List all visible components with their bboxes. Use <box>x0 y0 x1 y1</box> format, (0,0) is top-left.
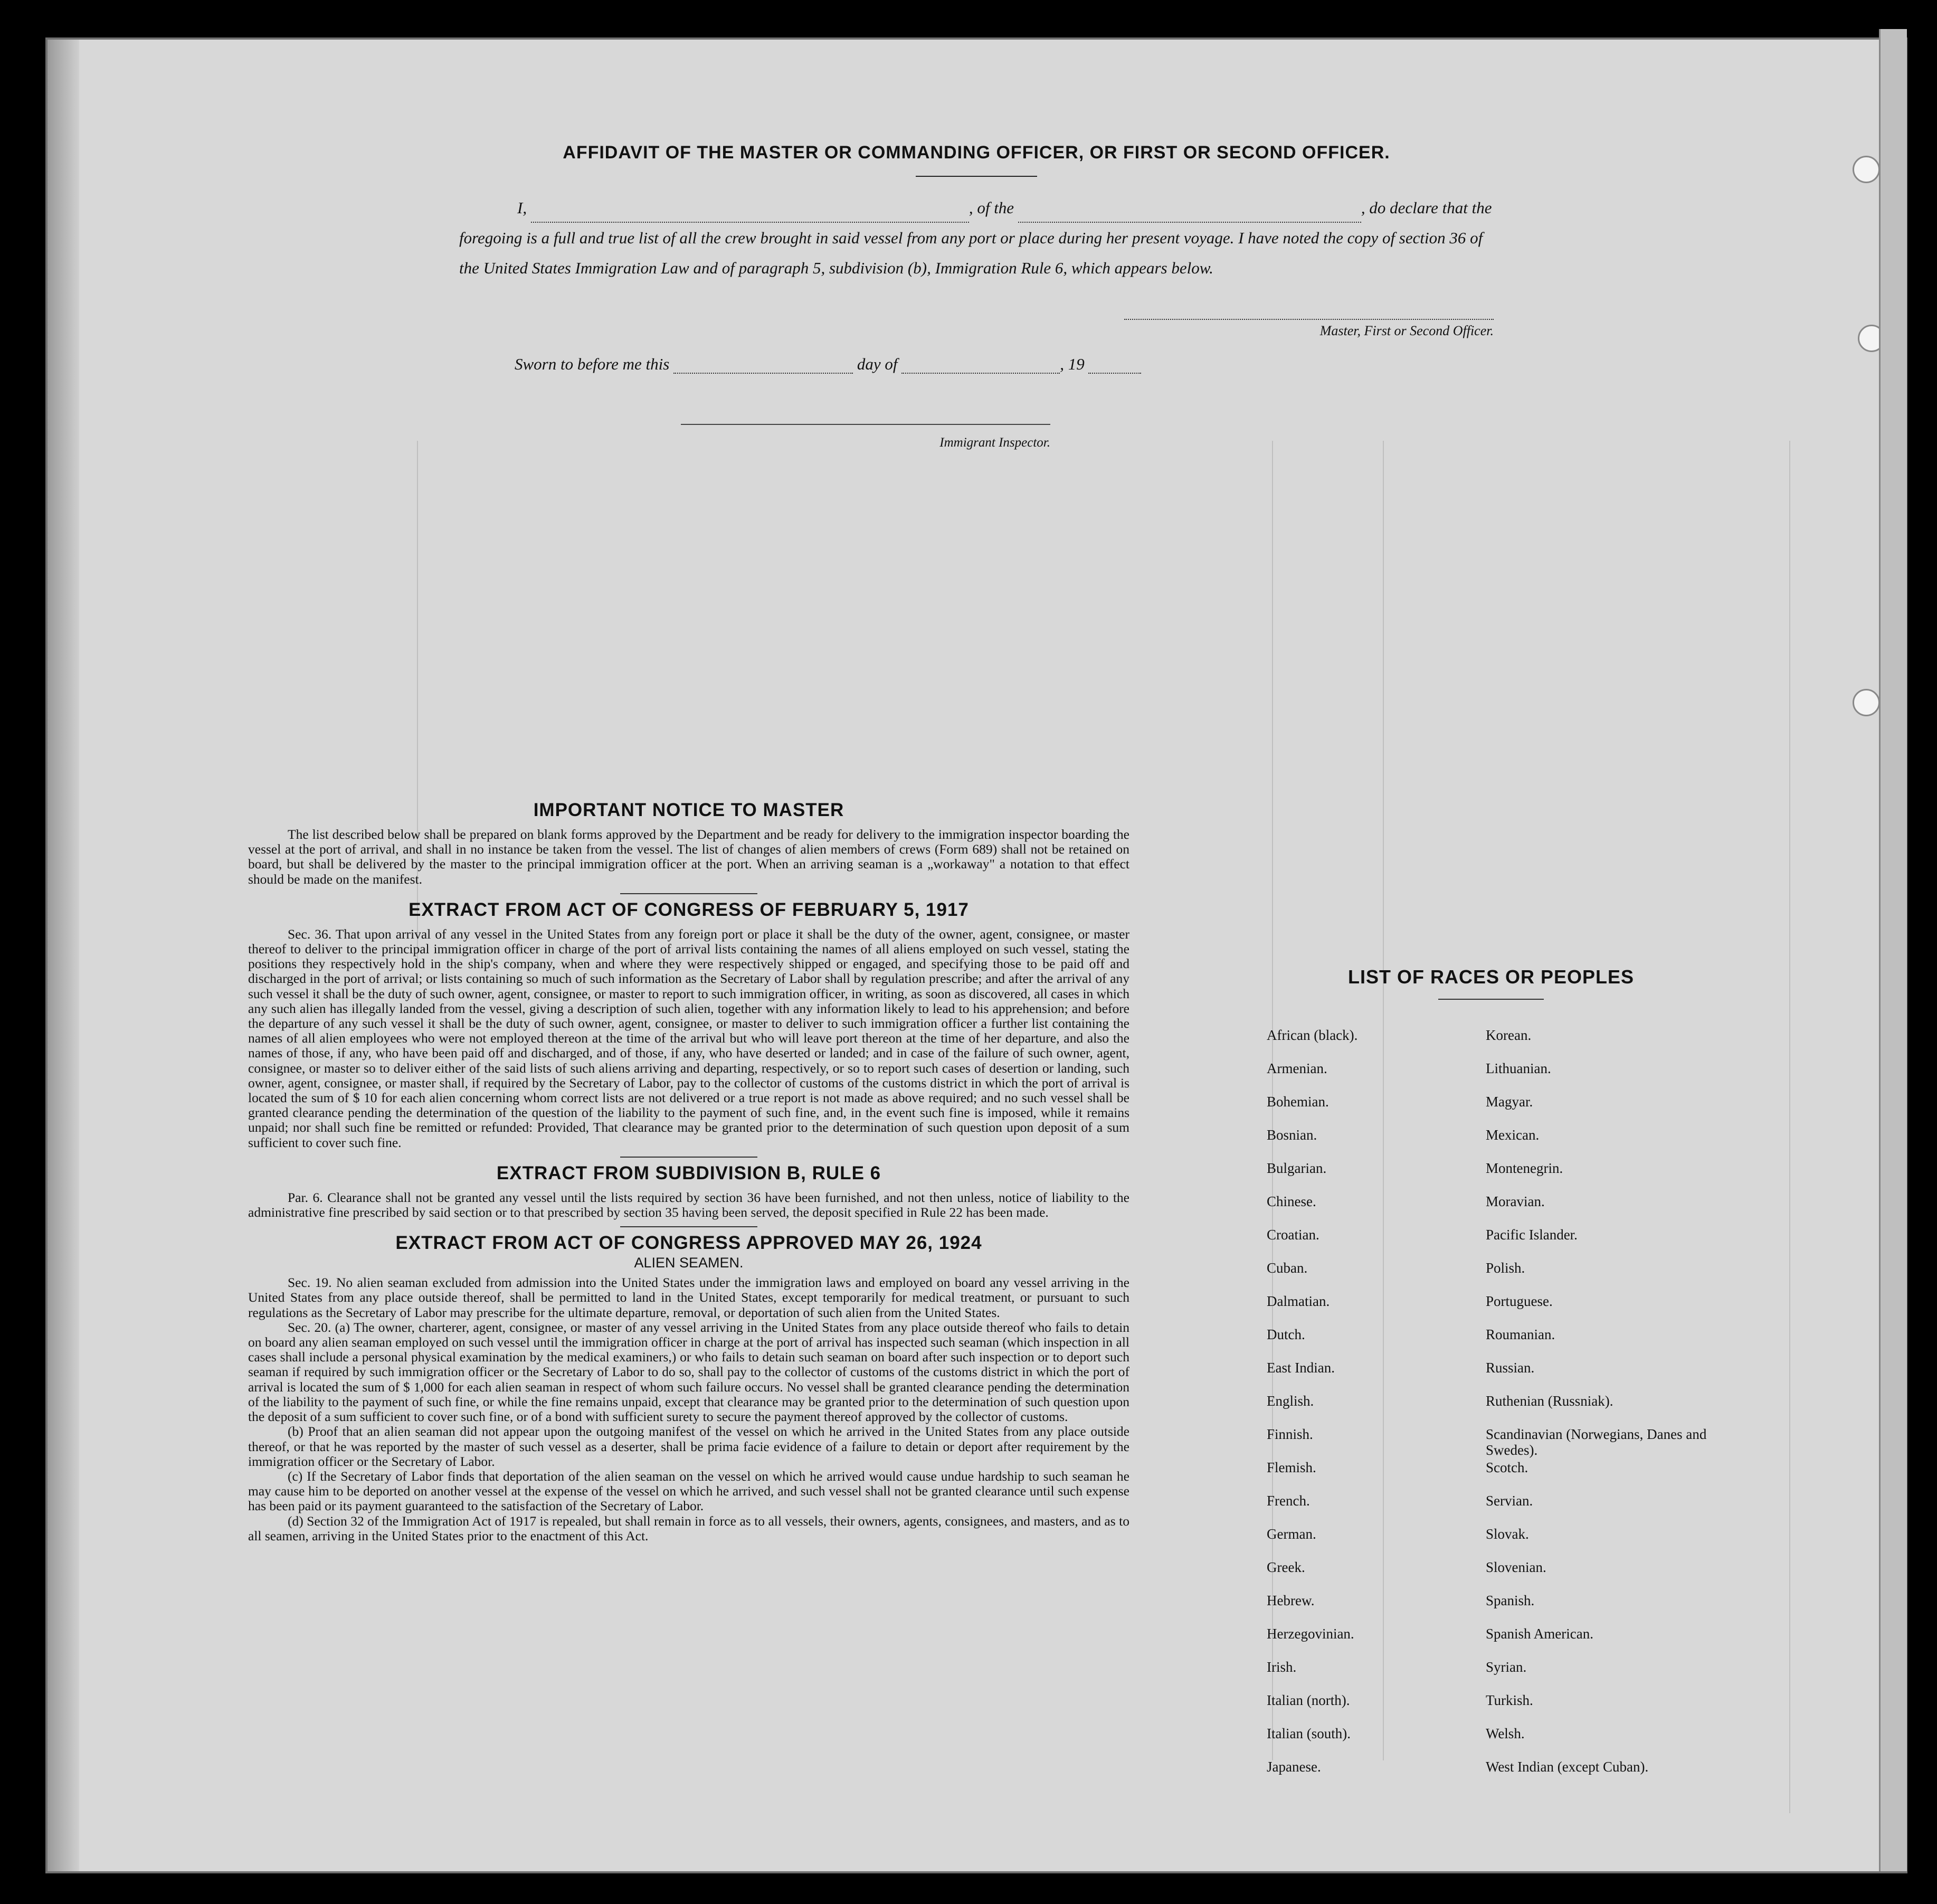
extract-1917-title: EXTRACT FROM ACT OF CONGRESS OF FEBRUARY 5, 1917 <box>409 899 969 920</box>
signature-label: Master, First or Second Officer. <box>1319 323 1494 338</box>
year-prefix: , 19 <box>1060 355 1085 373</box>
extract-1917-text: Sec. 36. That upon arrival of any vessel in the United States from any foreign port or place it shall be the duty of the owner, agent, consignee, or master thereof to deliver to the principal immigration officer in charge of the port of arrival lists containing the names of all aliens employed on such vessel, stating the positions they respectively hold in the ship's company, when and where they were respectively shipped or engaged, and specifying those to be paid off and discharged in the port of arrival; or lists containing so much of such information as the Secretary of Labor shall by regulation prescribe; and after the arrival of any such vessel it shall be the duty of such owner, agent, consignee, or master to report to such immigration officer, in writing, as soon as discovered, all cases in which any such alien has illegally landed from the vessel, giving a description of such alien, together with any information likely to lead to his apprehension; and before the departure of any such vessel it shall be the duty of such owner, agent, consignee, or master to deliver to such immigration officer a further list containing the names of all alien employees who were not employed thereon at the time of the arrival but who will leave port thereon at the time of her departure, and also the names of those, if any, who have been paid off and discharged, and of those, if any, who have deserted or landed; and in case of the failure of such owner, agent, consignee, or master so to deliver either of the said lists of such aliens arriving and departing, respectively, or so to report such cases of desertion or landing, such owner, agent, consignee, or master shall, if required by the Secretary of Labor, pay to the collector of customs of the customs district in which the port of arrival is located the sum of $ 10 for each alien concerning whom correct lists are not delivered or a true report is not made as above required; and no such vessel shall be granted clearance pending the determination of the question of the liability to the payment of such fine, and, in the event such fine is imposed, while it remains unpaid; nor shall such fine be remitted or refunded: Provided, That clearance may be granted prior to the determination of such question upon deposit of a sum sufficient to cover such fine. <box>248 926 1129 1150</box>
race-item: Bulgarian. <box>1267 1160 1327 1176</box>
vessel-blank <box>1018 207 1361 223</box>
binder-hole <box>1853 689 1880 716</box>
race-item: Bosnian. <box>1267 1127 1317 1143</box>
extract-1924-para: Sec. 20. (a) The owner, charterer, agent, consignee, or master of any vessel arriving in the United States from any place outside thereof who fails to detain on board any alien seaman employed on such vessel until the immigration officer in charge at the port of arrival has inspected such seaman (which inspection in all cases shall include a personal physical examination by the medical examiners,) or who fails to detain such seaman on board after such inspection or to deport such seaman if required by such immigration officer or the Secretary of Labor to do so, shall pay to the collector of customs of the customs district in which the port of arrival is located the sum of $ 1,000 for each alien seaman in respect of whom such failure occurs. No vessel shall be granted clearance pending the determination of the liability to the payment of such fine, or while the fine remains unpaid, except that clearance may be granted prior to the determination of such question upon the deposit of a sum sufficient to cover such fine, or of a bond with sufficient surety to secure the payment thereof approved by the collector of customs. <box>248 1319 1129 1425</box>
section-rule <box>1438 999 1544 1000</box>
extract-1924-title: EXTRACT FROM ACT OF CONGRESS APPROVED MAY 26, 1924 <box>395 1233 982 1254</box>
race-item: Welsh. <box>1486 1726 1525 1741</box>
race-item: Roumanian. <box>1486 1327 1555 1342</box>
race-item: Dalmatian. <box>1267 1293 1330 1309</box>
title-rule <box>916 176 1037 177</box>
section-rule <box>620 1226 757 1227</box>
ghost-rule <box>1789 441 1790 1813</box>
binding-strip <box>48 40 79 1871</box>
race-item: East Indian. <box>1267 1360 1335 1376</box>
race-item: French. <box>1267 1493 1310 1509</box>
affidavit-text <box>459 193 1494 283</box>
race-item: English. <box>1267 1393 1314 1409</box>
race-item: Spanish American. <box>1486 1626 1593 1642</box>
race-item: Moravian. <box>1486 1193 1545 1209</box>
race-item: Flemish. <box>1267 1460 1316 1475</box>
race-item: Magyar. <box>1486 1094 1533 1110</box>
extract-1924-subtitle: ALIEN SEAMEN. <box>634 1255 744 1271</box>
race-item: Armenian. <box>1267 1060 1327 1076</box>
race-item: Herzegovinian. <box>1267 1626 1354 1642</box>
affidavit-title: AFFIDAVIT OF THE MASTER OR COMMANDING OFFICER, OR FIRST OR SECOND OFFICER. <box>563 143 1390 163</box>
inspector-block <box>681 424 1050 450</box>
do-declare-label: , do declare <box>1361 198 1438 217</box>
race-item: Bohemian. <box>1267 1094 1329 1110</box>
race-item: Lithuanian. <box>1486 1060 1551 1076</box>
race-item: Hebrew. <box>1267 1593 1315 1608</box>
race-item: Japanese. <box>1267 1759 1321 1775</box>
races-title: LIST OF RACES OR PEOPLES <box>1347 966 1635 988</box>
race-item: Slovenian. <box>1486 1559 1546 1575</box>
signature-block <box>459 304 1494 339</box>
race-item: Spanish. <box>1486 1593 1535 1608</box>
of-the-label: , of the <box>968 198 1014 217</box>
race-item: Greek. <box>1267 1559 1305 1575</box>
name-blank <box>531 207 969 223</box>
race-item: German. <box>1267 1526 1316 1542</box>
extract-rule6-text: Par. 6. Clearance shall not be granted any vessel until the lists required by section 36 have been furnished, and not then unless, notice of liability to the administrative fine prescribed by said section or to that prescribed by section 35 having been served, the deposit specified in Rule 22 has been made. <box>248 1189 1129 1220</box>
extract-1924-para: (d) Section 32 of the Immigration Act of 1917 is repealed, but shall remain in force as to all vessels, their owners, agents, consignees, and masters, and as to all seamen, arriving in the United States prior to the enactment of this Act. <box>248 1513 1129 1543</box>
day-of-label: day of <box>857 355 898 373</box>
binder-hole <box>1853 156 1880 183</box>
races-column-2 <box>1486 1027 1715 1792</box>
page-edge <box>1879 29 1907 1871</box>
race-item: Chinese. <box>1267 1193 1316 1209</box>
race-item: Syrian. <box>1486 1659 1527 1675</box>
race-item: Italian (south). <box>1267 1726 1351 1741</box>
race-item: Slovak. <box>1486 1526 1529 1542</box>
affidavit-section <box>459 143 1494 374</box>
race-item: Pacific Islander. <box>1486 1227 1578 1243</box>
race-item: Ruthenian (Russniak). <box>1486 1393 1613 1409</box>
race-item: Portuguese. <box>1486 1293 1553 1309</box>
race-item: Korean. <box>1486 1027 1532 1043</box>
month-blank <box>901 358 1060 374</box>
race-item: Croatian. <box>1267 1227 1319 1243</box>
race-item: Russian. <box>1486 1360 1535 1376</box>
inspector-label: Immigrant Inspector. <box>939 435 1050 450</box>
year-blank <box>1088 358 1141 374</box>
signature-line <box>1124 304 1494 320</box>
section-rule <box>620 893 757 894</box>
day-blank <box>673 358 853 374</box>
race-item: Servian. <box>1486 1493 1533 1509</box>
race-item: Finnish. <box>1267 1426 1313 1442</box>
race-item: African (black). <box>1267 1027 1358 1043</box>
race-item: Mexican. <box>1486 1127 1540 1143</box>
notices-column <box>248 800 1129 1543</box>
extract-1924-para: Sec. 19. No alien seaman excluded from admission into the United States under the immigration laws and employed on board any vessel arriving in the United States from any place outside thereof, shall be permitted to land in the United States, except temporarily for medical treatment, or pursuant to such regulations as the Secretary of Labor may prescribe for the ultimate departure, removal, or deportation of such alien from the United States. <box>248 1275 1129 1320</box>
races-grid <box>1267 1027 1715 1792</box>
sworn-line <box>515 355 1494 374</box>
sworn-prefix: Sworn to before me this <box>515 355 670 373</box>
race-item: Dutch. <box>1267 1327 1305 1342</box>
affidavit-body: that the foregoing is a full and true list of all the crew brought in said vessel from any port or place during her present voyage. I have noted the copy of section 36 of the United States Immigration Law and of paragraph 5, subdivision (b), Immigration Rule 6, which appears below. <box>459 198 1492 277</box>
extract-1924-para: (b) Proof that an alien seaman did not appear upon the outgoing manifest of the vessel on which he arrived in the United States from any place outside thereof, or that he was reported by the master of such vessel as a deserter, shall be prima facie evidence of a failure to detain or deport after requirement by the immigration officer or the Secretary of Labor. <box>248 1424 1129 1469</box>
inspector-line <box>681 424 1050 425</box>
races-list <box>1267 966 1715 1792</box>
race-item: Scandinavian (Norwegians, Danes and Swedes). <box>1486 1426 1707 1458</box>
races-column-1 <box>1267 1027 1486 1792</box>
race-item: Polish. <box>1486 1260 1525 1276</box>
race-item: Irish. <box>1267 1659 1297 1675</box>
race-item: Scotch. <box>1486 1460 1528 1475</box>
race-item: Turkish. <box>1486 1692 1533 1708</box>
race-item: Italian (north). <box>1267 1692 1350 1708</box>
notice-text: The list described below shall be prepared on blank forms approved by the Department and be ready for delivery to the immigration inspector boarding the vessel at the port of arrival, and shall in no instance be taken from the vessel. The list of changes of alien members of crews (Form 689) shall not be retained on board, but shall be delivered by the master to the principal immigration officer at the port. When an arriving seaman is a „workaway" a notation to that effect should be made on the manifest. <box>248 827 1129 887</box>
race-item: Cuban. <box>1267 1260 1308 1276</box>
i-label: I, <box>517 198 527 217</box>
notice-title: IMPORTANT NOTICE TO MASTER <box>533 800 844 820</box>
extract-rule6-title: EXTRACT FROM SUBDIVISION B, RULE 6 <box>496 1162 881 1183</box>
race-item: Montenegrin. <box>1486 1160 1563 1176</box>
race-item: West Indian (except Cuban). <box>1486 1759 1649 1775</box>
section-rule <box>620 1157 757 1158</box>
extract-1924-para: (c) If the Secretary of Labor finds that deportation of the alien seaman on the vessel on which he arrived would cause undue hardship to such seaman he may cause him to be deported on another vessel at the expense of the vessel on which he arrived, and such vessel shall not be granted clearance until such expense has been paid or its payment guaranteed to the satisfaction of the Secretary of Labor. <box>248 1468 1129 1514</box>
